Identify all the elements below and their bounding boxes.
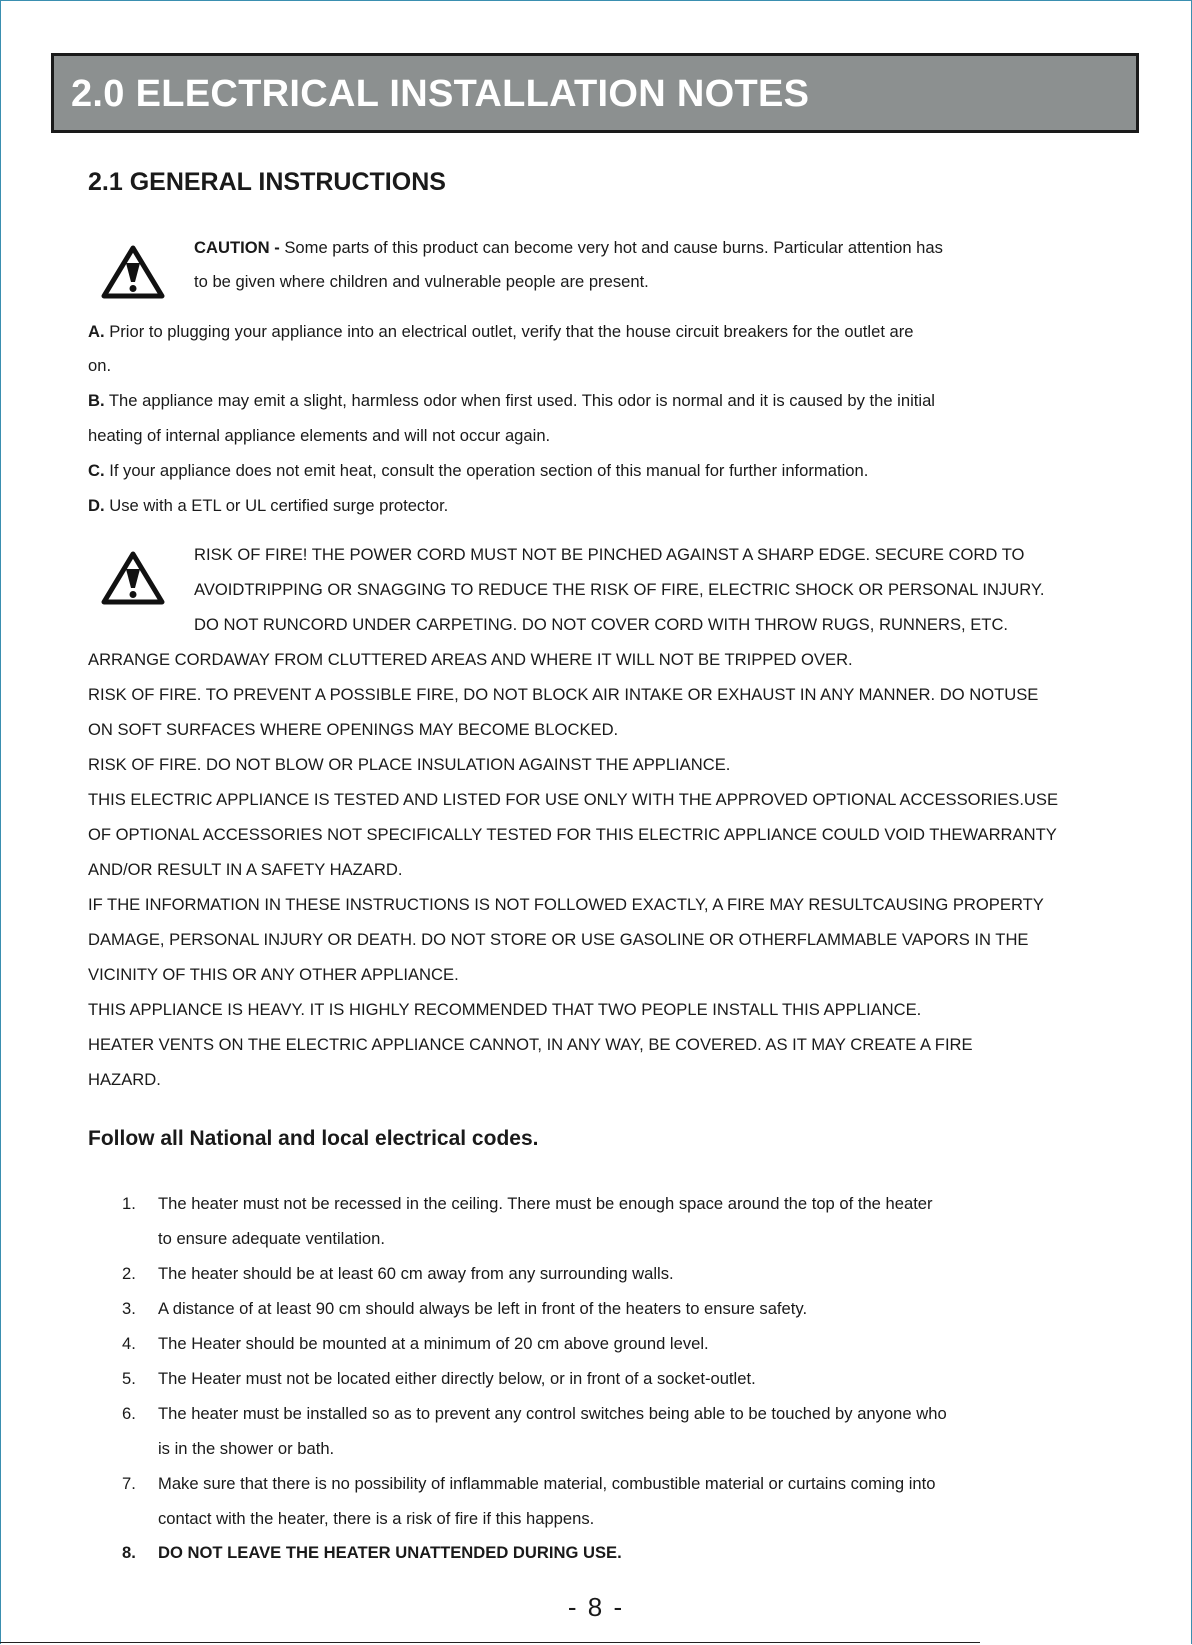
footer-rule: [0, 1642, 980, 1643]
fire-warning-line: ON SOFT SURFACES WHERE OPENINGS MAY BECOME BLOCKED.: [88, 720, 619, 739]
fire-warning-line: RISK OF FIRE! THE POWER CORD MUST NOT BE PINCHED AGAINST A SHARP EDGE. SECURE CORD TO: [194, 545, 1025, 564]
list-number: 5.: [122, 1369, 136, 1388]
fire-warning-line: AND/OR RESULT IN A SAFETY HAZARD.: [88, 860, 403, 879]
list-item: A distance of at least 90 cm should always be left in front of the heaters to ensure safety.: [158, 1299, 808, 1318]
fire-warning-line: DAMAGE, PERSONAL INJURY OR DEATH. DO NOT STORE OR USE GASOLINE OR OTHERFLAMMABLE VAPORS IN THE: [88, 930, 1029, 949]
item-a-line-2: on.: [88, 356, 112, 375]
section-title: 2.1 GENERAL INSTRUCTIONS: [88, 168, 446, 196]
chapter-header: [51, 53, 1139, 133]
list-item: The Heater should be mounted at a minimum of 20 cm above ground level.: [158, 1334, 709, 1353]
fire-warning-line: OF OPTIONAL ACCESSORIES NOT SPECIFICALLY TESTED FOR THIS ELECTRIC APPLIANCE COULD VOID THEWARRANTY: [88, 825, 1057, 844]
codes-heading: Follow all National and local electrical codes.: [88, 1127, 539, 1150]
list-item: The heater must not be recessed in the ceiling. There must be enough space around the top of the heater: [158, 1194, 933, 1213]
fire-warning-line: IF THE INFORMATION IN THESE INSTRUCTIONS IS NOT FOLLOWED EXACTLY, A FIRE MAY RESULTCAUSING PROPERTY: [88, 895, 1044, 914]
caution-line-2: to be given where children and vulnerable people are present.: [194, 272, 649, 291]
chapter-title: 2.0 ELECTRICAL INSTALLATION NOTES: [71, 73, 810, 115]
list-number: 3.: [122, 1299, 136, 1318]
caution-line-1: CAUTION - Some parts of this product can become very hot and cause burns. Particular attention has: [194, 238, 943, 257]
warning-triangle-icon: [101, 244, 165, 300]
list-item: The Heater must not be located either directly below, or in front of a socket-outlet.: [158, 1369, 756, 1388]
list-number: 1.: [122, 1194, 136, 1213]
list-item: contact with the heater, there is a risk of fire if this happens.: [158, 1509, 595, 1528]
list-number: 8.: [122, 1543, 136, 1562]
item-b-line-1: B. The appliance may emit a slight, harmless odor when first used. This odor is normal and it is caused by the initial: [88, 391, 935, 410]
page-number: - 8 -: [567, 1592, 625, 1622]
list-item: The heater must be installed so as to prevent any control switches being able to be touched by anyone who: [158, 1404, 947, 1423]
list-item: Make sure that there is no possibility of inflammable material, combustible material or curtains coming into: [158, 1474, 936, 1493]
fire-warning-line: ARRANGE CORDAWAY FROM CLUTTERED AREAS AND WHERE IT WILL NOT BE TRIPPED OVER.: [88, 650, 853, 669]
fire-warning-line: AVOIDTRIPPING OR SNAGGING TO REDUCE THE RISK OF FIRE, ELECTRIC SHOCK OR PERSONAL INJURY.: [194, 580, 1045, 599]
list-item-warning: DO NOT LEAVE THE HEATER UNATTENDED DURING USE.: [158, 1543, 622, 1562]
fire-warning-line: THIS APPLIANCE IS HEAVY. IT IS HIGHLY RECOMMENDED THAT TWO PEOPLE INSTALL THIS APPLIANCE.: [88, 1000, 922, 1019]
list-number: 7.: [122, 1474, 136, 1493]
list-item: is in the shower or bath.: [158, 1439, 335, 1458]
warning-triangle-icon: [101, 550, 165, 606]
item-b-line-2: heating of internal appliance elements and will not occur again.: [88, 426, 551, 445]
item-c: C. If your appliance does not emit heat, consult the operation section of this manual for further information.: [88, 461, 869, 480]
list-number: 4.: [122, 1334, 136, 1353]
list-number: 6.: [122, 1404, 136, 1423]
caution-label: CAUTION -: [194, 238, 280, 257]
fire-warning-line: THIS ELECTRIC APPLIANCE IS TESTED AND LISTED FOR USE ONLY WITH THE APPROVED OPTIONAL ACCESSORIES.USE: [88, 790, 1059, 809]
list-item: to ensure adequate ventilation.: [158, 1229, 385, 1248]
fire-warning-line: VICINITY OF THIS OR ANY OTHER APPLIANCE.: [88, 965, 459, 984]
fire-warning-line: DO NOT RUNCORD UNDER CARPETING. DO NOT COVER CORD WITH THROW RUGS, RUNNERS, ETC.: [194, 615, 1009, 634]
list-item: The heater should be at least 60 cm away from any surrounding walls.: [158, 1264, 674, 1283]
fire-warning-line: HEATER VENTS ON THE ELECTRIC APPLIANCE CANNOT, IN ANY WAY, BE COVERED. AS IT MAY CREATE A FIRE: [88, 1035, 973, 1054]
fire-warning-line: RISK OF FIRE. TO PREVENT A POSSIBLE FIRE, DO NOT BLOCK AIR INTAKE OR EXHAUST IN ANY MANNER. DO NOTUSE: [88, 685, 1039, 704]
item-d: D. Use with a ETL or UL certified surge protector.: [88, 496, 449, 515]
fire-warning-line: RISK OF FIRE. DO NOT BLOW OR PLACE INSULATION AGAINST THE APPLIANCE.: [88, 755, 731, 774]
fire-warning-line: HAZARD.: [88, 1070, 161, 1089]
list-number: 2.: [122, 1264, 136, 1283]
item-a-line-1: A. Prior to plugging your appliance into an electrical outlet, verify that the house circuit breakers for the outlet are: [88, 322, 914, 341]
